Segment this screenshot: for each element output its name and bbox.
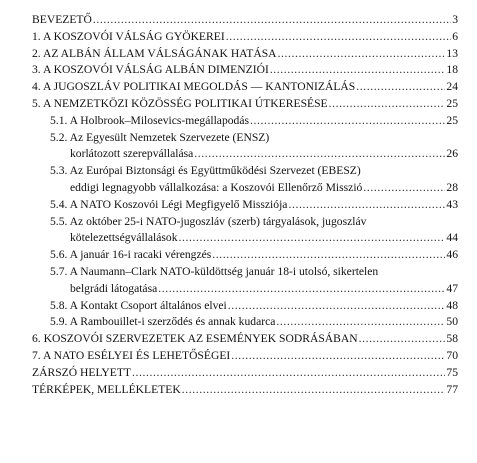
dot-leader — [329, 97, 446, 111]
dot-leader — [288, 198, 445, 212]
toc-entry-line — [32, 13, 458, 27]
dot-leader — [231, 349, 445, 363]
toc-entry-line — [50, 114, 458, 128]
toc-entry-line — [50, 315, 458, 329]
toc-entry-title: 5.7. A Naumann–Clark NATO-küldöttség január 18-i utolsó, sikertelen — [50, 265, 379, 278]
toc-entry-title: korlátozott szerepvállalása — [70, 147, 194, 161]
toc-entry-line — [32, 63, 458, 77]
toc-entry-title: 2. AZ ALBÁN ÁLLAM VÁLSÁGÁNAK HATÁSA — [32, 46, 277, 60]
dot-leader — [270, 63, 446, 77]
toc-entry-line — [50, 248, 458, 262]
toc-page-number: 26 — [446, 147, 458, 161]
toc-page-number: 24 — [446, 80, 458, 94]
dot-leader — [228, 299, 446, 313]
toc-page-number: 25 — [446, 113, 458, 127]
toc-entry-line-continued — [50, 131, 269, 145]
toc-entry-line — [32, 47, 458, 61]
toc-page-number: 6 — [452, 29, 458, 43]
toc-entry-line — [70, 231, 458, 245]
dot-leader — [356, 80, 445, 94]
toc-entry-line-continued — [50, 215, 366, 229]
toc-entry-title: 5.8. A Kontakt Csoport általános elvei — [50, 298, 227, 312]
dot-leader — [212, 248, 445, 262]
toc-entry-title: 5.2. Az Egyesült Nemzetek Szervezete (ENSZ) — [50, 130, 270, 144]
toc-entry-title: kötelezettségvállalások — [70, 231, 178, 245]
toc-page-number: 25 — [446, 97, 458, 110]
toc-entry-line — [70, 282, 458, 296]
toc-entry-line — [32, 332, 458, 346]
dot-leader — [276, 315, 445, 329]
toc-page-number: 43 — [446, 197, 458, 211]
toc-entry-title: 5.5. Az október 25-i NATO-jugoszláv (szerb) tárgyalások, jugoszláv — [50, 214, 367, 228]
dot-leader — [182, 383, 446, 397]
toc-entry-line — [32, 97, 458, 111]
toc-entry-title: 6. KOSZOVÓI SZERVEZETEK AZ ESEMÉNYEK SODRÁSÁBAN — [32, 332, 358, 346]
toc-entry-title: 5.4. A NATO Koszovói Légi Megfigyelő Missziója — [50, 197, 288, 211]
dot-leader — [278, 47, 446, 61]
toc-page-number: 50 — [446, 315, 458, 329]
toc-entry-title: 7. A NATO ESÉLYEI ÉS LEHETŐSÉGEI — [32, 349, 231, 362]
dot-leader — [132, 366, 445, 380]
dot-leader — [226, 30, 452, 44]
toc-entry-line — [70, 147, 458, 161]
toc-entry-title: 1. A KOSZOVÓI VÁLSÁG GYÖKEREI — [32, 29, 225, 43]
toc-page-number: 58 — [446, 332, 458, 346]
toc-entry-line — [50, 299, 458, 313]
toc-page-number: 44 — [446, 231, 458, 245]
dot-leader — [158, 282, 445, 296]
toc-entry-line — [32, 30, 458, 44]
toc-page-number: 75 — [446, 365, 458, 379]
toc-entry-title: 5.3. Az Európai Biztonsági és Együttműködési Szervezet (EBESZ) — [50, 164, 361, 178]
toc-page-number: 47 — [446, 281, 458, 295]
toc-entry-title: 5.9. A Rambouillet-i szerződés és annak kudarca — [50, 315, 276, 329]
toc-page-number: 70 — [446, 349, 458, 362]
toc-entry-title: 5.1. A Holbrook–Milosevics-megállapodás — [50, 113, 250, 127]
toc-entry-title: 5. A NEMZETKÖZI KÖZÖSSÉG POLITIKAI ÚTKERESÉSE — [32, 97, 328, 110]
toc-page-number: 46 — [446, 248, 458, 262]
toc-entry-title: 4. A JUGOSZLÁV POLITIKAI MEGOLDÁS — KANTONIZÁLÁS — [32, 80, 356, 94]
toc-entry-title: TÉRKÉPEK, MELLÉKLETEK — [32, 382, 181, 396]
dot-leader — [359, 332, 446, 346]
toc-entry-line — [32, 80, 458, 94]
toc-entry-line-continued — [50, 164, 361, 178]
toc-entry-title: BEVEZETŐ — [32, 13, 92, 26]
toc-page-number: 77 — [446, 382, 458, 396]
dot-leader — [179, 231, 446, 245]
dot-leader — [363, 181, 445, 195]
toc-entry-title: ZÁRSZÓ HELYETT — [32, 365, 131, 379]
toc-page-number: 13 — [446, 46, 458, 60]
toc-entry-line — [32, 349, 458, 363]
toc-entry-title: belgrádi látogatása — [70, 281, 158, 295]
toc-page-number: 18 — [446, 63, 458, 77]
toc-entry-line — [32, 366, 458, 380]
toc-entry-line-continued — [50, 265, 378, 279]
toc-entry-line — [70, 181, 458, 195]
toc-page-number: 48 — [446, 298, 458, 312]
toc-entry-title: 3. A KOSZOVÓI VÁLSÁG ALBÁN DIMENZIÓI — [32, 63, 269, 77]
dot-leader — [93, 13, 451, 27]
toc-entry-title: eddigi legnagyobb vállalkozása: a Koszovói Ellenőrző Misszió — [70, 181, 363, 194]
dot-leader — [194, 147, 445, 161]
toc-entry-line — [32, 383, 458, 397]
toc-entry-line — [50, 198, 458, 212]
toc-entry-title: 5.6. A január 16-i racaki vérengzés — [50, 248, 212, 262]
toc-page-number: 3 — [452, 13, 458, 26]
toc-page-number: 28 — [446, 181, 458, 194]
dot-leader — [250, 114, 445, 128]
